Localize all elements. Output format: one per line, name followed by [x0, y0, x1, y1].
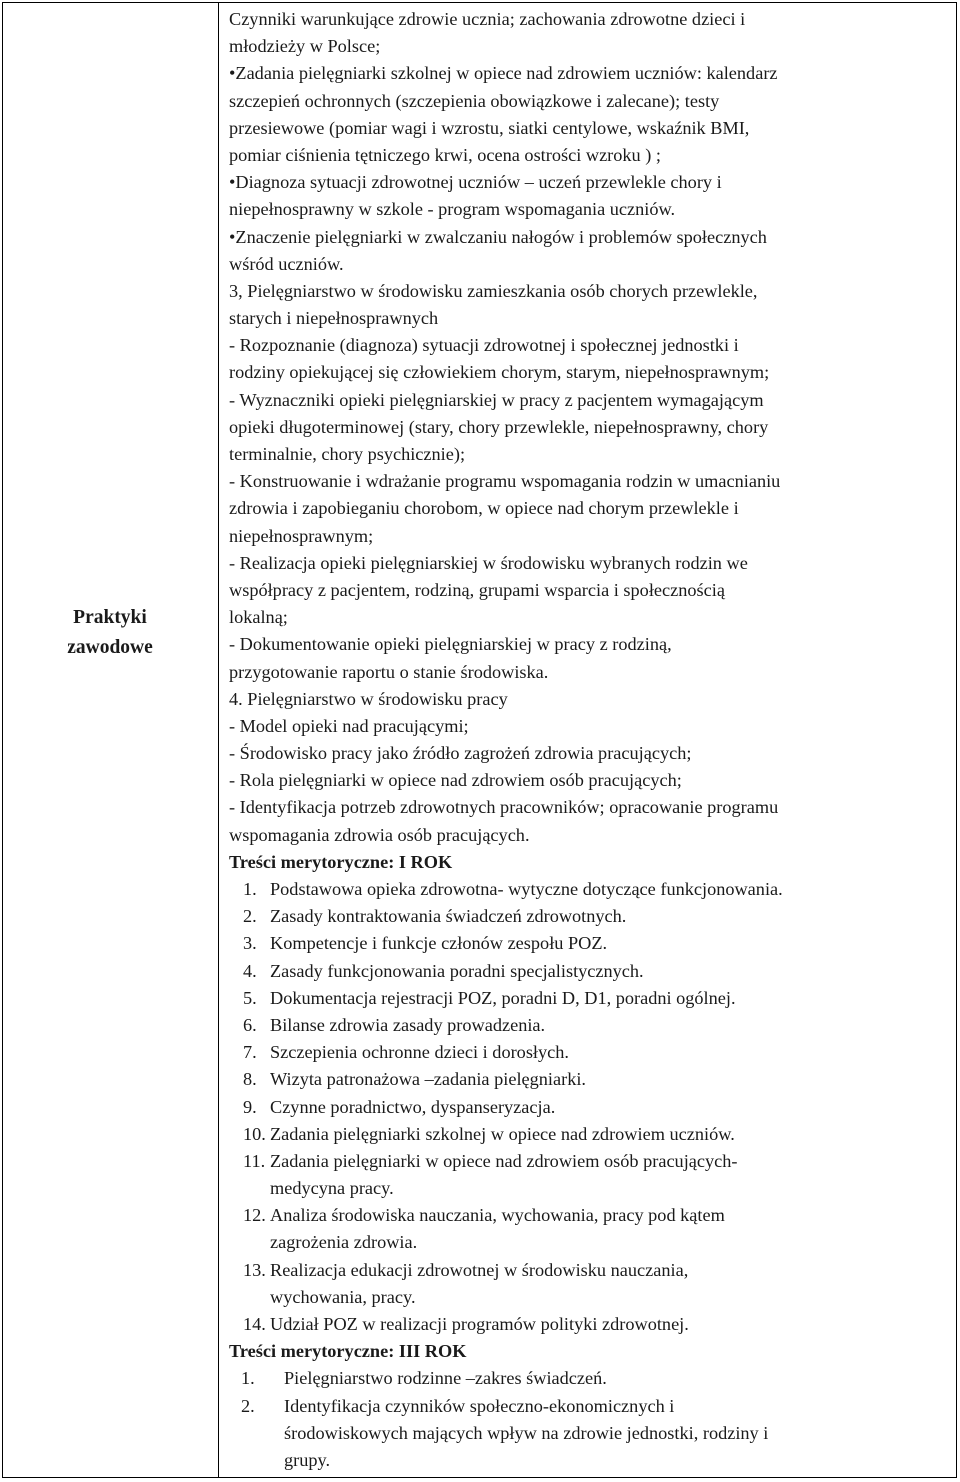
text-line: - Model opieki nad pracującymi; — [229, 715, 469, 736]
content-table — [2, 2, 957, 1478]
list-item — [229, 1066, 949, 1093]
list-item-text: Szczepienia ochronne dzieci i dorosłych. — [270, 1042, 569, 1063]
text-line: - Rola pielęgniarki w opiece nad zdrowiem osób pracujących; — [229, 770, 682, 791]
list-item-text: Podstawowa opieka zdrowotna- wytyczne dotyczące funkcjonowania. — [270, 879, 783, 899]
list-item-text: Dokumentacja rejestracji POZ, poradni D, D1, poradni ogólnej. — [270, 987, 736, 1008]
list-item-text: Zasady funkcjonowania poradni specjalistycznych. — [270, 960, 644, 981]
text-line: 4. Pielęgniarstwo w środowisku pracy — [229, 688, 508, 709]
text-line: •Diagnoza sytuacji zdrowotnej uczniów – uczeń przewlekle chory i — [229, 172, 722, 193]
text-line: - Rozpoznanie (diagnoza) sytuacji zdrowotnej i społecznej jednostki i — [229, 335, 739, 356]
list-item-text: medycyna pracy. — [270, 1178, 394, 1199]
text-line: rodziny opiekującej się człowiekiem chorym, starym, niepełnosprawnym; — [229, 362, 770, 383]
year-1-list — [229, 876, 949, 1338]
text-line: zdrowia i zapobieganiu chorobom, w opiece nad chorym przewlekle i — [229, 498, 739, 519]
text-line: niepełnosprawnym; — [229, 525, 374, 546]
list-item-number: 2. — [241, 1395, 255, 1416]
list-item — [229, 1121, 949, 1148]
list-item-number: 12. — [243, 1205, 266, 1226]
list-item-number: 3. — [243, 933, 257, 954]
year-3-list — [229, 1365, 949, 1474]
list-item-number: 4. — [243, 960, 257, 981]
list-item — [229, 903, 949, 930]
text-line: - Identyfikacja potrzeb zdrowotnych pracowników; opracowanie programu — [229, 797, 779, 818]
list-item-number: 10. — [243, 1123, 266, 1144]
list-item-number: 2. — [243, 906, 257, 927]
text-line: niepełnosprawny w szkole - program wspomagania uczniów. — [229, 199, 676, 220]
list-item-number: 13. — [243, 1259, 266, 1280]
list-item-text: zagrożenia zdrowia. — [270, 1232, 418, 1253]
text-line: 3, Pielęgniarstwo w środowisku zamieszkania osób chorych przewlekle, — [229, 280, 758, 301]
list-item-number: 11. — [243, 1150, 266, 1171]
list-item-number: 8. — [243, 1069, 257, 1090]
text-line: lokalną; — [229, 607, 288, 628]
text-line: terminalnie, chory psychicznie); — [229, 444, 466, 464]
text-line: Czynniki warunkujące zdrowie ucznia; zachowania zdrowotne dzieci i — [229, 9, 746, 29]
category-label-line: zawodowe — [67, 637, 153, 658]
text-line: •Znaczenie pielęgniarki w zwalczaniu nałogów i problemów społecznych — [229, 226, 767, 247]
list-item-text: Analiza środowiska nauczania, wychowania, pracy pod kątem — [270, 1205, 725, 1226]
list-item-text: Zadania pielęgniarki szkolnej w opiece nad zdrowiem uczniów. — [270, 1123, 735, 1144]
text-line: - Konstruowanie i wdrażanie programu wspomagania rodzin w umacnianiu — [229, 471, 781, 492]
list-item-number: 1. — [241, 1368, 255, 1389]
list-item-number: 9. — [243, 1096, 257, 1117]
list-item — [229, 985, 949, 1012]
list-item — [229, 1094, 949, 1121]
text-line: •Zadania pielęgniarki szkolnej w opiece nad zdrowiem uczniów: kalendarz — [229, 63, 778, 84]
list-item-text: Bilanse zdrowia zasady prowadzenia. — [270, 1014, 546, 1035]
intro-text — [229, 6, 949, 849]
text-line: wspomagania zdrowia osób pracujących. — [229, 824, 530, 845]
text-line: - Środowisko pracy jako źródło zagrożeń zdrowia pracujących; — [229, 743, 692, 764]
section-heading-year-1: Treści merytoryczne: I ROK — [229, 851, 453, 872]
list-item-text: Zadania pielęgniarki w opiece nad zdrowiem osób pracujących- — [270, 1150, 738, 1171]
list-item-number: 5. — [243, 987, 257, 1008]
list-item — [229, 1257, 949, 1311]
list-item-number: 6. — [243, 1014, 257, 1035]
list-item — [229, 876, 949, 903]
section-heading-year-3: Treści merytoryczne: III ROK — [229, 1341, 467, 1362]
list-item — [229, 958, 949, 985]
text-line: - Realizacja opieki pielęgniarskiej w środowisku wybranych rodzin we — [229, 552, 748, 573]
list-item — [229, 1365, 949, 1392]
category-cell — [3, 3, 219, 1477]
list-item-number: 7. — [243, 1042, 257, 1063]
text-line: wśród uczniów. — [229, 253, 344, 274]
list-item-number: 1. — [243, 879, 257, 899]
text-line: pomiar ciśnienia tętniczego krwi, ocena ostrości wzroku ) ; — [229, 144, 662, 165]
category-label — [3, 603, 217, 663]
list-item — [229, 1311, 949, 1338]
list-item-text: Realizacja edukacji zdrowotnej w środowisku nauczania, — [270, 1259, 689, 1280]
text-line: przesiewowe (pomiar wagi i wzrostu, siatki centylowe, wskaźnik BMI, — [229, 117, 750, 138]
list-item — [229, 930, 949, 957]
list-item-number: 14. — [243, 1314, 266, 1334]
list-item — [229, 1148, 949, 1202]
list-item-text: wychowania, pracy. — [270, 1286, 416, 1307]
text-line: szczepień ochronnych (szczepienia obowiązkowe i zalecane); testy — [229, 90, 720, 111]
list-item — [229, 1012, 949, 1039]
text-line: opieki długoterminowej (stary, chory przewlekle, niepełnosprawny, chory — [229, 416, 769, 437]
text-line: przygotowanie raportu o stanie środowiska. — [229, 661, 549, 682]
category-label-line: Praktyki — [73, 607, 147, 628]
list-item-text: grupy. — [284, 1449, 331, 1470]
list-item-text: Udział POZ w realizacji programów polityki zdrowotnej. — [270, 1314, 689, 1334]
text-line: młodzieży w Polsce; — [229, 36, 381, 57]
description-cell — [229, 6, 949, 1474]
list-item — [229, 1202, 949, 1256]
list-item-text: Kompetencje i funkcje członów zespołu POZ. — [270, 933, 608, 954]
list-item-text: Czynne poradnictwo, dyspanseryzacja. — [270, 1096, 556, 1117]
list-item — [229, 1039, 949, 1066]
list-item — [229, 1393, 949, 1475]
list-item-text: Wizyta patronażowa –zadania pielęgniarki. — [270, 1069, 586, 1090]
list-item-text: Pielęgniarstwo rodzinne –zakres świadczeń. — [284, 1368, 607, 1389]
list-item-text: środowiskowych mających wpływ na zdrowie jednostki, rodziny i — [284, 1422, 769, 1443]
text-line: - Wyznaczniki opieki pielęgniarskiej w pracy z pacjentem wymagającym — [229, 389, 764, 410]
text-line: starych i niepełnosprawnych — [229, 308, 439, 329]
text-line: współpracy z pacjentem, rodziną, grupami wsparcia i społecznością — [229, 579, 725, 600]
text-line: - Dokumentowanie opieki pielęgniarskiej w pracy z rodziną, — [229, 634, 672, 655]
list-item-text: Zasady kontraktowania świadczeń zdrowotnych. — [270, 906, 627, 927]
list-item-text: Identyfikacja czynników społeczno-ekonomicznych i — [284, 1395, 675, 1416]
